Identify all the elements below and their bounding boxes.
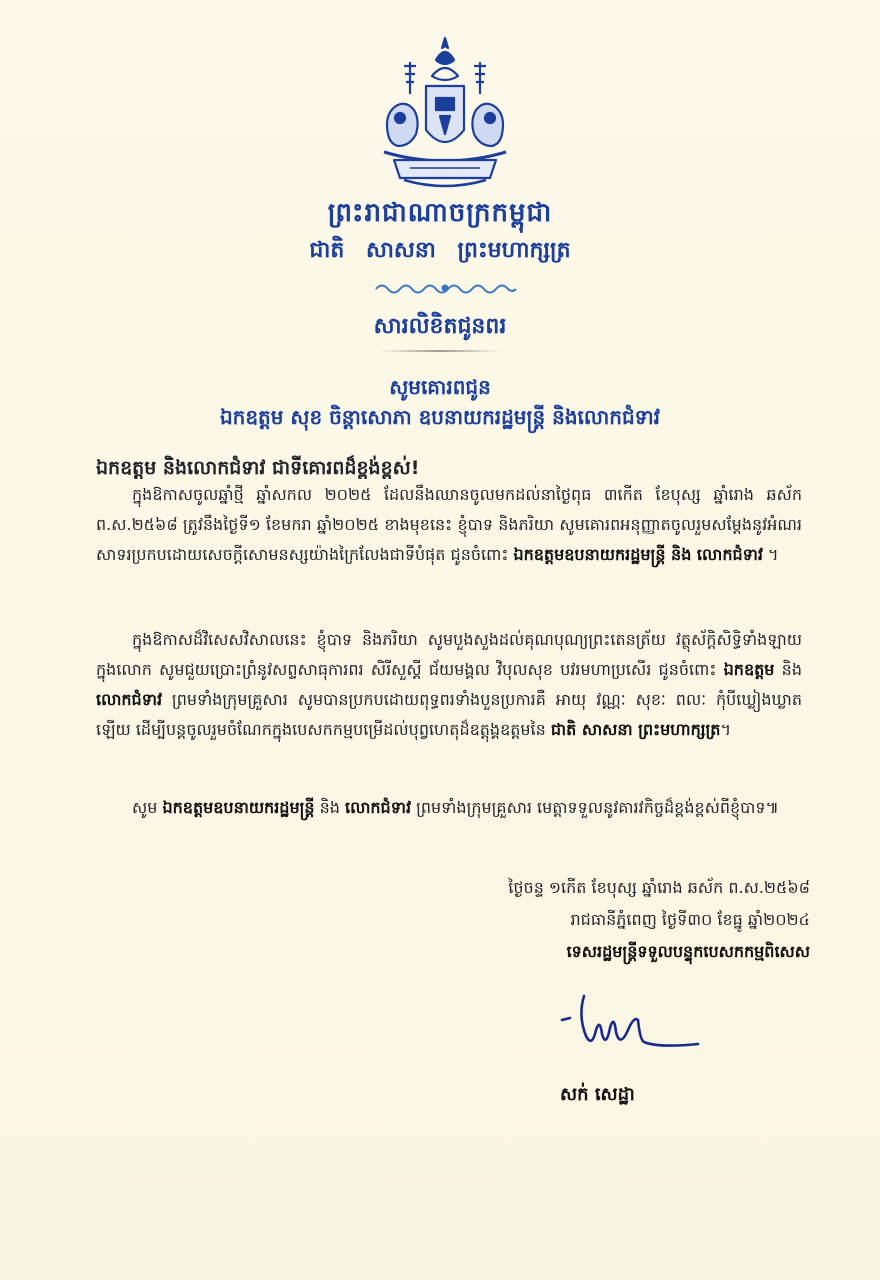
paragraph-2-bold-1: ឯកឧត្តម [723,660,775,679]
signer-name: សក់ សេដ្ឋា [560,1084,635,1105]
flourish-ornament-icon [370,280,520,296]
paragraph-3-bold-1: ឯកឧត្តមឧបនាយករដ្ឋមន្ត្រី [162,798,315,817]
date-block [400,872,810,968]
title-divider [380,350,500,352]
paragraph-1-text: ក្នុងឱកាសចូលឆ្នាំថ្មី ឆ្នាំសកល ២០២៥ ដែលនឹងឈានចូលមកដល់នាថ្ងៃពុធ ៣កើត ខែបុស្ស ឆ្នាំរោង ឆស័ក ព.ស.២៥៦៨ ត្រូវនឹងថ្ងៃទី១ ខែមករា ឆ្នាំ២០២៥ ខាងមុខនេះ ខ្ញុំបាទ និងភរិយា សូមគោរពអនុញ្ញាតចូលរួមសម្តែងនូវអំណរសាទរប្រកបដោយសេចក្តីសោមនស្សយ៉ាងក្រៃលែងជាទីបំផុត ជូនចំពោះ [96,485,802,564]
lunar-date: ថ្ងៃចន្ទ ១កើត ខែបុស្ស ឆ្នាំរោង ឆស័ក ព.ស.២៥៦៨ [508,878,810,897]
paragraph-3-text-1: សូម [132,798,163,817]
paragraph-2 [96,625,802,745]
signer-title: ទេសរដ្ឋមន្ត្រីទទួលបន្ទុកបេសកកម្មពិសេស [566,942,810,961]
royal-coat-of-arms-icon [370,34,520,194]
solar-date: រាជធានីភ្នំពេញ ថ្ងៃទី៣០ ខែធ្នូ ឆ្នាំ២០២៤ [570,910,810,929]
paragraph-2-text-3: ព្រមទាំងក្រុមគ្រួសារ សូមបានប្រកបដោយពុទ្ធពរទាំងបួនប្រការគឺ អាយុ វណ្ណៈ សុខៈ ពលៈ កុំបីឃ្លៀងឃ្លាតឡើយ ដើម្បីបន្តចូលរួមចំណែកក្នុងបេសកកម្មបម្រើដល់បុព្វហេតុដ៏ឧត្តុង្គឧត្តមនៃ [96,690,802,739]
paragraph-1-recipient: ឯកឧត្តមឧបនាយករដ្ឋមន្ត្រី និង លោកជំទាវ [513,545,763,564]
national-motto: ជាតិ សាសនា ព្រះមហាក្សត្រ [309,238,571,263]
kingdom-name: ព្រះរាជាណាចក្រកម្ពុជា [327,198,553,228]
paragraph-2-bold-3: ជាតិ សាសនា ព្រះមហាក្សត្រ [550,720,721,739]
paragraph-2-text-2: និង [774,660,802,679]
paragraph-3 [96,793,802,823]
paragraph-2-bold-2: លោកជំទាវ [96,690,163,709]
paragraph-2-text-1: ក្នុងឱកាសដ៏វិសេសវិសាលនេះ ខ្ញុំបាទ និងភរិយា សូមបួងសួងដល់គុណបុណ្យព្រះតេនត្រ័យ វត្ថុស័ក្តិសិទ្ធិទាំងឡាយក្នុងលោក សូមជួយប្រោះព្រំនូវសព្ទសាធុការពរ សិរីសួស្តី ជ័យមង្គល វិបុលសុខ បវរមហាប្រសើរ ជូនចំពោះ [96,630,802,679]
paragraph-1-end: ។ [762,545,779,564]
paragraph-3-text-2: និង [314,798,345,817]
paragraph-1 [96,480,802,570]
paragraph-2-end: ។ [720,720,731,739]
paragraph-3-text-3: ព្រមទាំងក្រុមគ្រួសារ មេត្តាទទួលនូវគារវកិច្ចដ៏ខ្ពង់ខ្ពស់ពីខ្ញុំបាទ៕ [411,798,779,817]
address-line-1: សូមគោរពជូន [389,375,491,399]
handwritten-signature [548,990,708,1062]
address-line-2: ឯកឧត្តម សុខ ចិន្តាសោភា ឧបនាយករដ្ឋមន្ត្រី និងលោកជំទាវ [219,405,661,429]
salutation: ឯកឧត្តម និងលោកជំទាវ ជាទីគោរពដ៏ខ្ពង់ខ្ពស់! [96,457,420,479]
letter-title: សារលិខិតជូនពរ [373,314,507,339]
paragraph-3-bold-2: លោកជំទាវ [345,798,412,817]
